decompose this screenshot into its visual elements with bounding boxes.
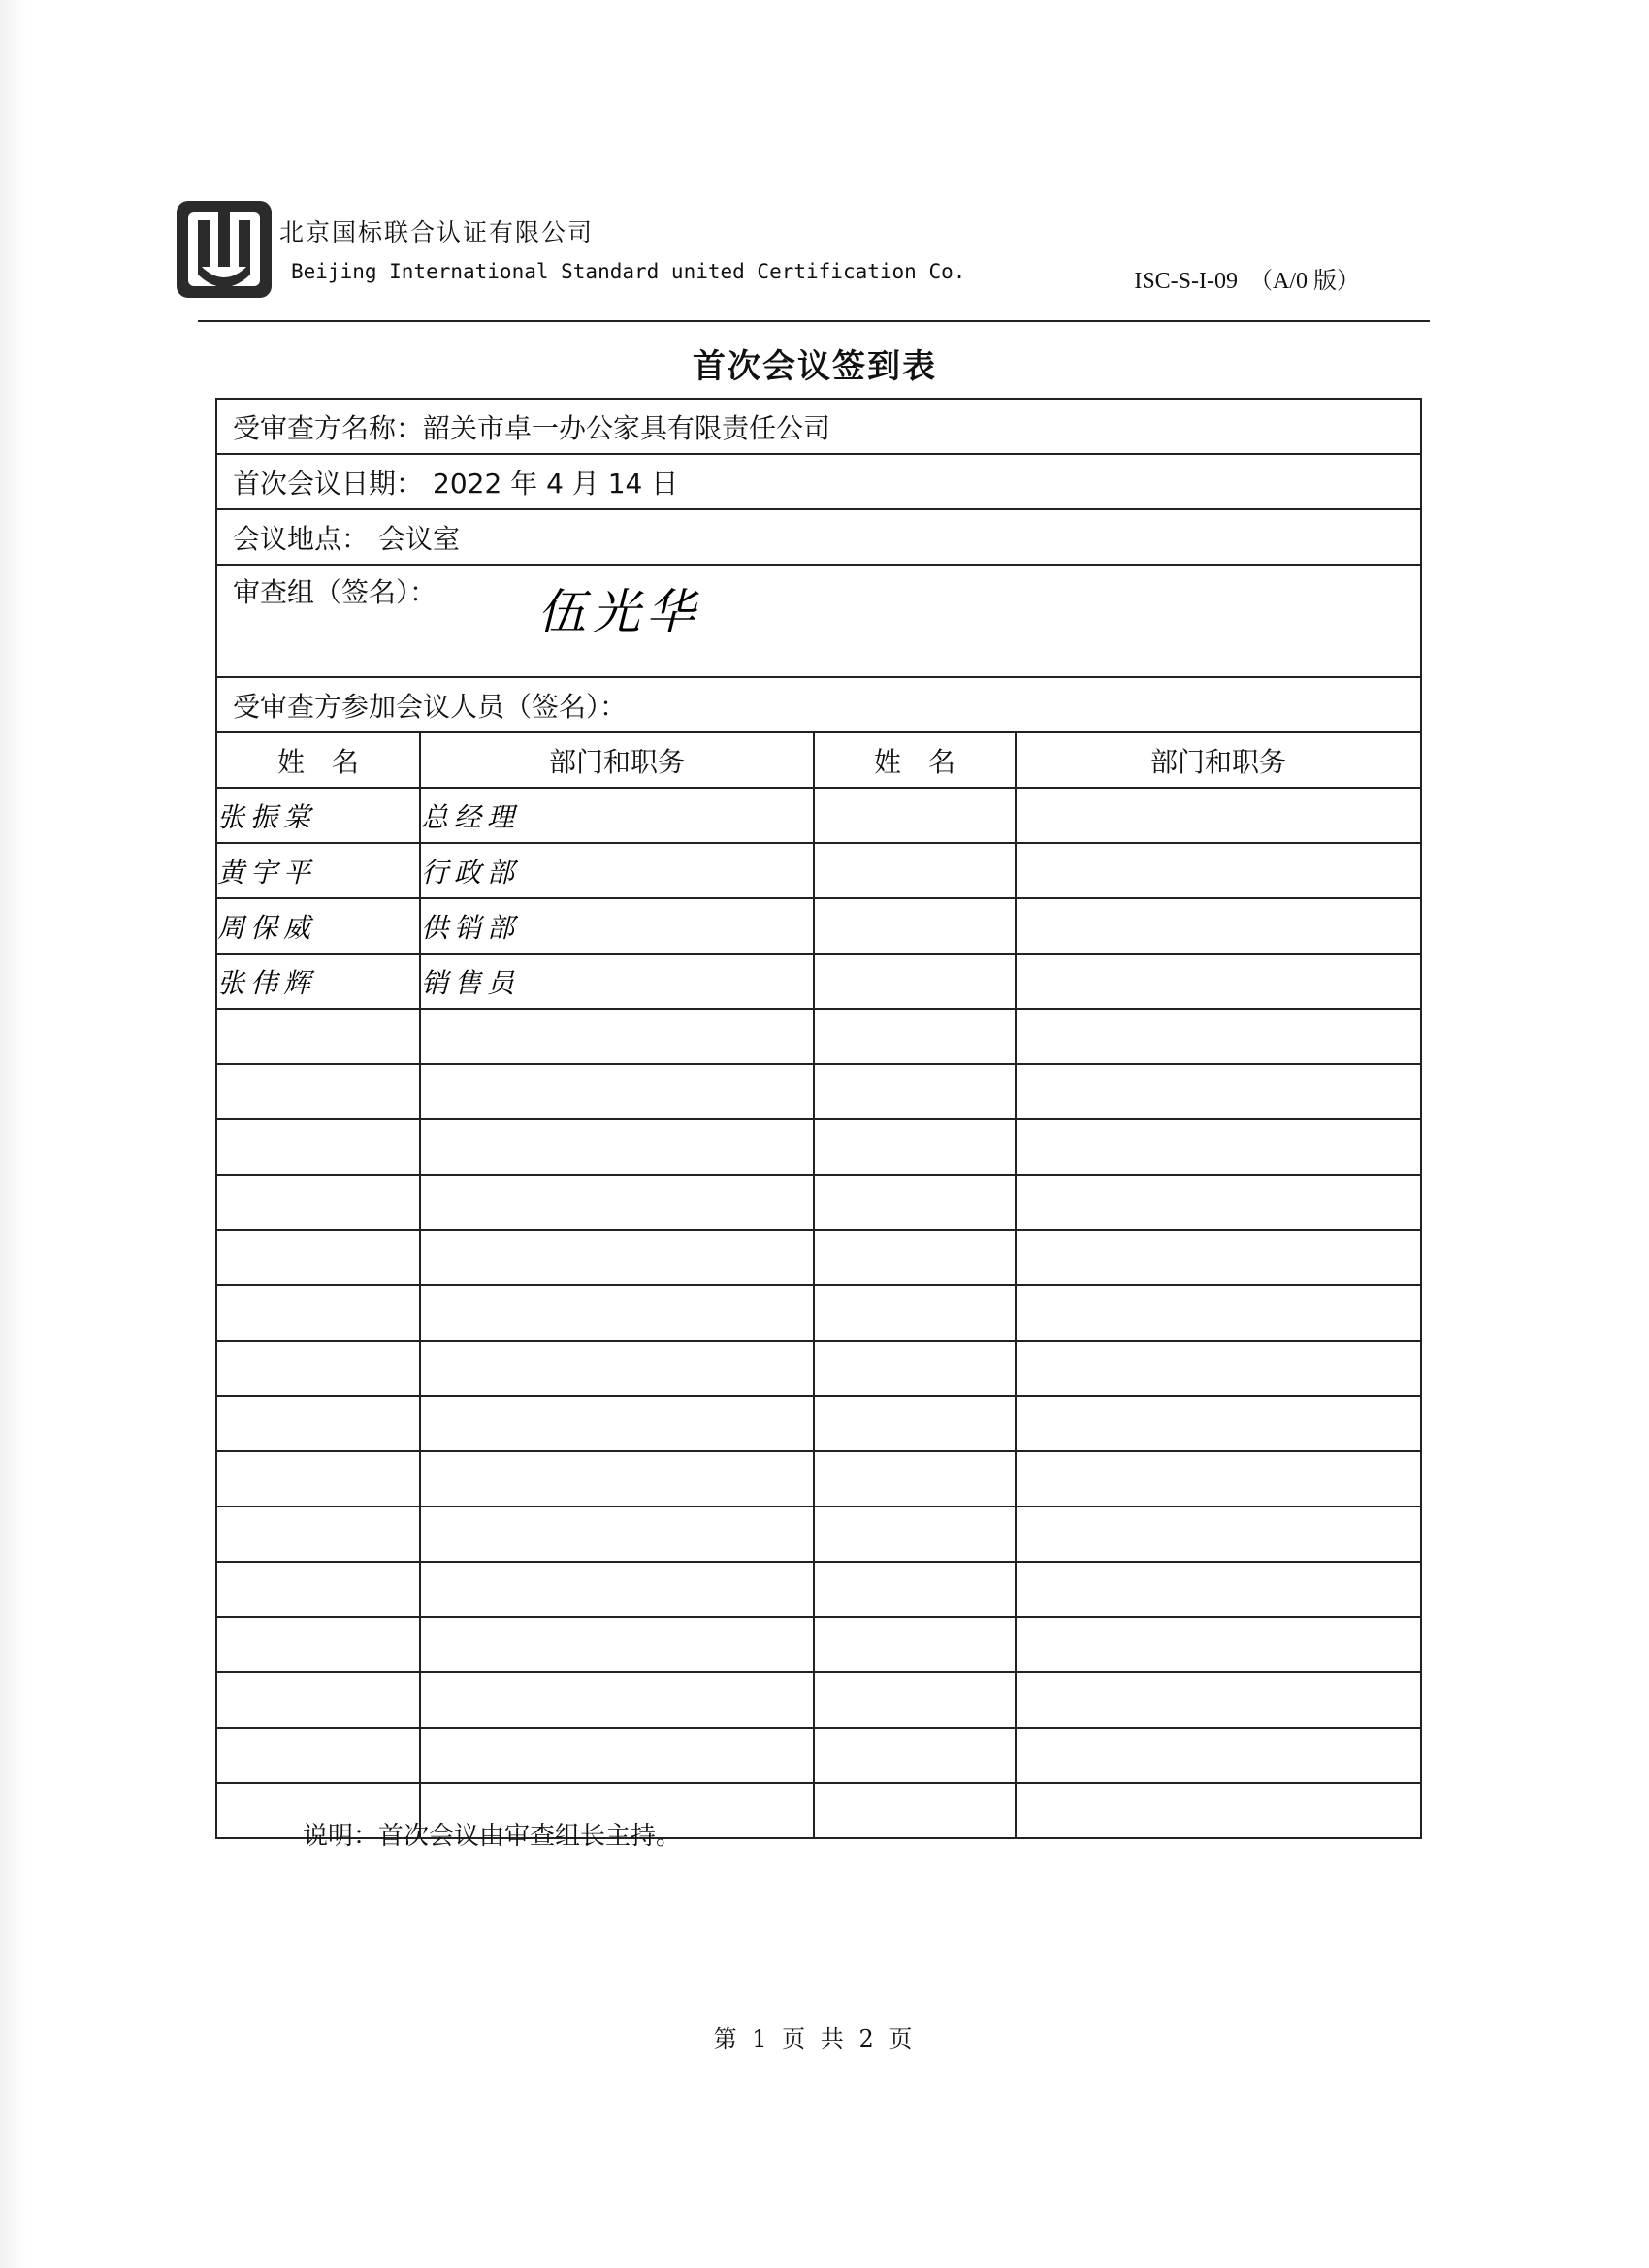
role-cell-left xyxy=(420,1728,814,1783)
role-cell-right xyxy=(1016,1064,1421,1119)
name-cell-left xyxy=(216,1230,420,1285)
name-cell-right xyxy=(814,1396,1016,1451)
role-header-left: 部门和职务 xyxy=(420,732,814,788)
name-cell-right xyxy=(814,1285,1016,1341)
attendees-label: 受审查方参加会议人员（签名）： xyxy=(233,690,628,723)
form-title: 首次会议签到表 xyxy=(693,347,937,386)
name-cell-left xyxy=(216,1175,420,1230)
name-cell-left xyxy=(216,1507,420,1562)
location-label: 会议地点： xyxy=(233,522,370,555)
attendance-table xyxy=(215,731,1422,1839)
name-cell-right xyxy=(814,1175,1016,1230)
name-cell-right xyxy=(814,788,1016,843)
table-row xyxy=(216,1341,1421,1396)
table-row xyxy=(216,1451,1421,1507)
table-row xyxy=(216,1396,1421,1451)
name-cell-left: 黄宇平 xyxy=(216,843,420,898)
location-value: 会议室 xyxy=(378,522,461,555)
role-cell-right xyxy=(1016,1783,1421,1838)
role-cell-right xyxy=(1016,1009,1421,1064)
name-cell-right xyxy=(814,1064,1016,1119)
document-code: ISC-S-I-09 （A/0 版） xyxy=(1134,269,1360,294)
table-row xyxy=(216,1009,1421,1064)
role-cell-left xyxy=(420,1064,814,1119)
attendance-header xyxy=(216,732,1421,788)
table-row xyxy=(216,1728,1421,1783)
auditee-value: 韶关市卓一办公家具有限责任公司 xyxy=(423,411,831,444)
name-cell-left xyxy=(216,1562,420,1617)
name-header-left: 姓 名 xyxy=(216,732,420,788)
role-cell-left: 行政部 xyxy=(420,843,814,898)
role-cell-right xyxy=(1016,898,1421,954)
name-cell-right xyxy=(814,1341,1016,1396)
role-cell-left xyxy=(420,1562,814,1617)
name-cell-left xyxy=(216,1617,420,1672)
company-logo xyxy=(175,199,274,300)
meeting-info-table xyxy=(215,398,1422,733)
table-row xyxy=(216,954,1421,1009)
role-header-right: 部门和职务 xyxy=(1016,732,1421,788)
audit-team-label: 审查组（签名）： xyxy=(233,576,437,608)
table-row xyxy=(216,1617,1421,1672)
role-cell-left: 供销部 xyxy=(420,898,814,954)
name-cell-left xyxy=(216,1009,420,1064)
role-cell-right xyxy=(1016,1396,1421,1451)
location-row xyxy=(216,509,1421,565)
role-cell-right xyxy=(1016,1285,1421,1341)
name-cell-left xyxy=(216,1672,420,1728)
role-cell-right xyxy=(1016,1341,1421,1396)
name-cell-left: 周保威 xyxy=(216,898,420,954)
role-cell-right xyxy=(1016,1562,1421,1617)
role-cell-left xyxy=(420,1672,814,1728)
table-row xyxy=(216,1672,1421,1728)
table-row xyxy=(216,1285,1421,1341)
name-cell-right xyxy=(814,1562,1016,1617)
page-number: 第 1 页 共 2 页 xyxy=(713,2025,917,2053)
attendees-row xyxy=(216,677,1421,732)
table-row xyxy=(216,1119,1421,1175)
name-cell-left xyxy=(216,1341,420,1396)
sign-in-form xyxy=(215,398,1422,1839)
audit-team-signature: 伍光华 xyxy=(537,584,700,640)
name-cell-left xyxy=(216,1396,420,1451)
name-cell-left xyxy=(216,1728,420,1783)
name-cell-right xyxy=(814,1230,1016,1285)
name-cell-right xyxy=(814,1672,1016,1728)
role-cell-left xyxy=(420,1451,814,1507)
name-cell-right xyxy=(814,898,1016,954)
name-cell-left xyxy=(216,1064,420,1119)
role-cell-right xyxy=(1016,1728,1421,1783)
auditee-row xyxy=(216,399,1421,454)
name-cell-right xyxy=(814,1728,1016,1783)
role-cell-right xyxy=(1016,1672,1421,1728)
name-cell-left: 张振棠 xyxy=(216,788,420,843)
role-cell-left xyxy=(420,1175,814,1230)
meeting-date-value: 2022 年 4 月 14 日 xyxy=(433,467,679,500)
auditee-label: 受审查方名称： xyxy=(233,411,424,444)
table-row xyxy=(216,898,1421,954)
name-cell-left xyxy=(216,1119,420,1175)
role-cell-left: 销售员 xyxy=(420,954,814,1009)
role-cell-left xyxy=(420,1230,814,1285)
name-cell-right xyxy=(814,1507,1016,1562)
role-cell-left xyxy=(420,1341,814,1396)
role-cell-right xyxy=(1016,1507,1421,1562)
name-cell-right xyxy=(814,954,1016,1009)
name-cell-left xyxy=(216,1451,420,1507)
name-cell-right xyxy=(814,1617,1016,1672)
role-cell-right xyxy=(1016,1119,1421,1175)
name-cell-left xyxy=(216,1285,420,1341)
table-row xyxy=(216,1175,1421,1230)
name-cell-right xyxy=(814,843,1016,898)
document-header xyxy=(175,196,1426,305)
table-row xyxy=(216,843,1421,898)
note: 说明：首次会议由审查组长主持。 xyxy=(303,1822,682,1851)
table-row xyxy=(216,788,1421,843)
table-row xyxy=(216,1507,1421,1562)
meeting-date-row xyxy=(216,454,1421,509)
role-cell-right xyxy=(1016,843,1421,898)
name-cell-left: 张伟辉 xyxy=(216,954,420,1009)
name-header-right: 姓 名 xyxy=(814,732,1016,788)
table-row xyxy=(216,1562,1421,1617)
name-cell-right xyxy=(814,1119,1016,1175)
company-name-cn: 北京国标联合认证有限公司 xyxy=(279,218,595,246)
role-cell-right xyxy=(1016,1617,1421,1672)
role-cell-left xyxy=(420,1285,814,1341)
role-cell-right xyxy=(1016,1230,1421,1285)
company-name-en: Beijing International Standard united Certification Co. xyxy=(291,260,966,283)
role-cell-left: 总经理 xyxy=(420,788,814,843)
role-cell-left xyxy=(420,1507,814,1562)
name-cell-right xyxy=(814,1783,1016,1838)
role-cell-left xyxy=(420,1119,814,1175)
table-row xyxy=(216,1230,1421,1285)
name-cell-right xyxy=(814,1009,1016,1064)
role-cell-right xyxy=(1016,1451,1421,1507)
table-row xyxy=(216,1064,1421,1119)
name-cell-right xyxy=(814,1451,1016,1507)
role-cell-right xyxy=(1016,1175,1421,1230)
role-cell-left xyxy=(420,1396,814,1451)
role-cell-right xyxy=(1016,954,1421,1009)
header-divider xyxy=(198,320,1430,322)
audit-team-row xyxy=(216,565,1421,677)
role-cell-left xyxy=(420,1009,814,1064)
role-cell-right xyxy=(1016,788,1421,843)
role-cell-left xyxy=(420,1617,814,1672)
meeting-date-label: 首次会议日期： xyxy=(233,467,424,500)
